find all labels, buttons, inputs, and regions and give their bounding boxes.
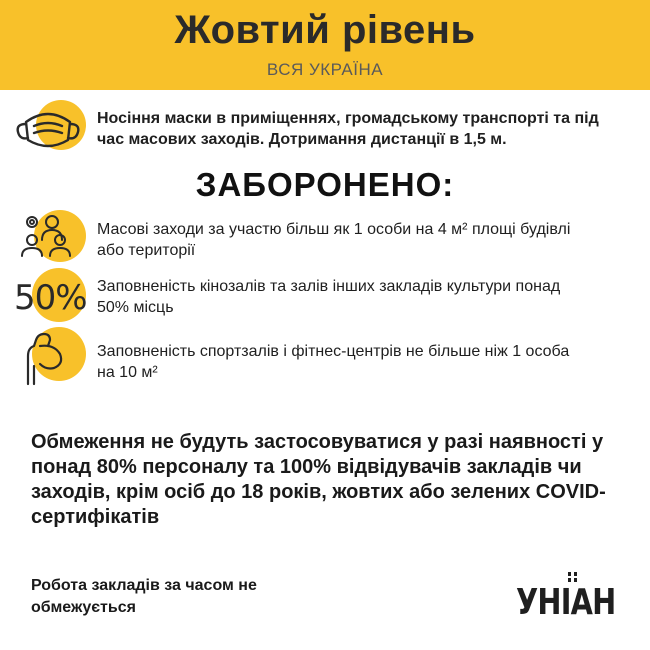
unian-logo-text: УНІАН	[516, 582, 616, 623]
page-subtitle: ВСЯ УКРАЇНА	[266, 60, 384, 79]
footer-note: Робота закладів за часом не обмежується	[31, 577, 257, 616]
banned-heading: ЗАБОРОНЕНО:	[195, 166, 455, 203]
banned-item-text: Заповненість кінозалів та залів інших закладів культури понад 50% місць	[97, 278, 561, 316]
mask-rule-text: Носіння маски в приміщеннях, громадському транспорті та під час масових заходів. Дотримання дистанції в 1,5 м.	[97, 110, 599, 148]
banned-item-text: Масові заходи за участю більш як 1 особи на 4 м² площі будівлі або території	[97, 221, 571, 259]
unian-logo	[500, 570, 630, 630]
restriction-text: Обмеження не будуть застосовуватися у разі наявності у понад 80% персоналу та 100% відвідувачів закладів чи заходів, крім осіб до 18 років, жовтих або зелених COVID-сертифікатів	[31, 431, 606, 528]
crowd-icon	[18, 210, 78, 258]
page-title: Жовтий рівень	[174, 8, 476, 52]
percent-icon: 50%	[14, 278, 87, 318]
header-banner	[0, 0, 650, 90]
flexed-arm-icon	[18, 326, 68, 386]
banned-item-text: Заповненість спортзалів і фітнес-центрів не більше ніж 1 особа на 10 м²	[97, 343, 570, 381]
face-mask-icon	[14, 98, 84, 160]
